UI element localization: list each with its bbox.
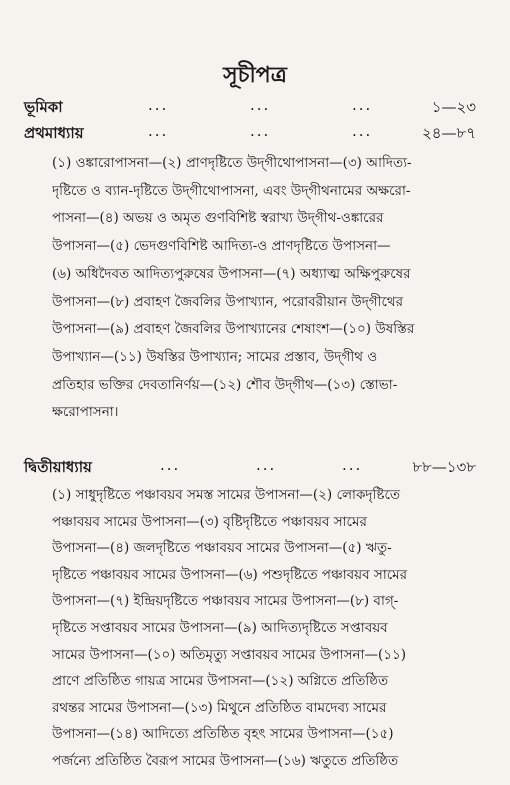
- content-line: উপাসনা—(৭) ইন্দ্রিয়দৃষ্টিতে পঞ্চাবয়ব সামের উপাসনা—(৮) বাগ্-: [52, 593, 399, 610]
- toc-page-range: ১—২৩: [431, 98, 476, 116]
- toc-leader-dots: ...: [160, 456, 181, 474]
- content-line: উপাসনা—(৯) প্রবাহণ জৈবলির উপাখ্যানের শেষাংশ—(১০) উষস্তির: [52, 321, 415, 338]
- content-line: পাসনা—(৪) অভয় ও অমৃত গুণবিশিষ্ট স্বরাখ্য উদ্‌গীথ-ওঙ্কারের: [52, 210, 384, 227]
- toc-leader-dots: ...: [148, 122, 169, 140]
- toc-leader-dots: ...: [250, 122, 271, 140]
- content-line: (১) সাধুদৃষ্টিতে পঞ্চাবয়ব সমস্ত সামের উপাসনা—(২) লোকদৃষ্টিতে: [52, 487, 400, 503]
- page-title: সূচীপত্র: [223, 62, 287, 88]
- toc-entry-chapter-1: [24, 122, 476, 144]
- content-line: উপাসনা—(১৪) আদিত্যে প্রতিষ্ঠিত বৃহৎ সামের উপাসনা—(১৫): [52, 726, 394, 743]
- toc-entry-label: দ্বিতীয়াধ্যায়: [24, 458, 92, 476]
- chapter-1-contents: [52, 150, 482, 427]
- content-line: (৬) অধিদৈবত আদিত্যপুরুষের উপাসনা—(৭) অধ্যাত্ম অক্ষিপুরুষের: [52, 265, 411, 282]
- toc-leader-dots: ...: [352, 122, 373, 140]
- content-line: দৃষ্টিতে ও ব্যান-দৃষ্টিতে উদ্‌গীথোপাসনা, এবং উদ্‌গীথনামের অক্ষরো-: [52, 182, 411, 199]
- content-line: দৃষ্টিতে পঞ্চাবয়ব সামের উপাসনা—(৬) পশুদৃষ্টিতে পঞ্চাবয়ব সামের: [52, 566, 408, 583]
- toc-leader-dots: ...: [256, 456, 277, 474]
- toc-leader-dots: ...: [342, 456, 363, 474]
- toc-entry-chapter-2: [24, 456, 476, 478]
- toc-leader-dots: ...: [250, 96, 271, 114]
- chapter-2-contents: [52, 482, 482, 775]
- toc-leader-dots: ...: [148, 96, 169, 114]
- content-line: সামের উপাসনা—(১০) অতিমৃত্যু সপ্তাবয়ব সামের উপাসনা—(১১): [52, 646, 407, 663]
- content-line: দৃষ্টিতে সপ্তাবয়ব সামের উপাসনা—(৯) আদিত্যদৃষ্টিতে সপ্তাবয়ব: [52, 619, 388, 636]
- content-line: প্রতিহার ভক্তির দেবতানির্ণয়—(১২) শৌব উদ্‌গীথ—(১৩) স্তোভা-: [52, 376, 398, 393]
- toc-page-range: ৮৮—১৩৮: [412, 458, 476, 476]
- content-line: প্রাণে প্রতিষ্ঠিত গায়ত্র সামের উপাসনা—(১২) অগ্নিতে প্রতিষ্ঠিত: [52, 673, 389, 690]
- toc-entry-introduction: [24, 96, 476, 118]
- content-line: পঞ্চাবয়ব সামের উপাসনা—(৩) বৃষ্টিদৃষ্টিতে পঞ্চাবয়ব সামের: [52, 513, 367, 530]
- content-line: উপাসনা—(৫) ভেদগুণবিশিষ্ট আদিত্য-ও প্রাণদৃষ্টিতে উপাসনা—: [52, 238, 391, 255]
- toc-page-range: ২৪—৮৭: [422, 124, 476, 142]
- content-line: উপাসনা—(৪) জলদৃষ্টিতে পঞ্চাবয়ব সামের উপাসনা—(৫) ঋতু-: [52, 540, 392, 557]
- toc-entry-label: প্রথমাধ্যায়: [24, 124, 84, 142]
- content-line: ক্ষরোপাসনা।: [52, 404, 119, 421]
- content-line: রথন্তর সামের উপাসনা—(১৩) মিথুনে প্রতিষ্ঠিত বামদেব্য সামের: [52, 699, 387, 716]
- content-line: (১) ওঙ্কারোপাসনা—(২) প্রাণদৃষ্টিতে উদ্‌গীথোপাসনা—(৩) আদিত্য-: [52, 155, 412, 171]
- content-line: উপাসনা—(৮) প্রবাহণ জৈবলির উপাখ্যান, পরোবরীয়ান উদ্‌গীথের: [52, 293, 404, 310]
- toc-leader-dots: ...: [352, 96, 373, 114]
- content-line: উপাখ্যান—(১১) উষস্তির উপাখ্যান; সামের প্রস্তাব, উদ্‌গীথ ও: [52, 348, 378, 365]
- toc-entry-label: ভূমিকা: [24, 98, 63, 116]
- content-line: পর্জন্যে প্রতিষ্ঠিত বৈরূপ সামের উপাসনা—(১৬) ঋতুতে প্রতিষ্ঠিত: [52, 752, 399, 769]
